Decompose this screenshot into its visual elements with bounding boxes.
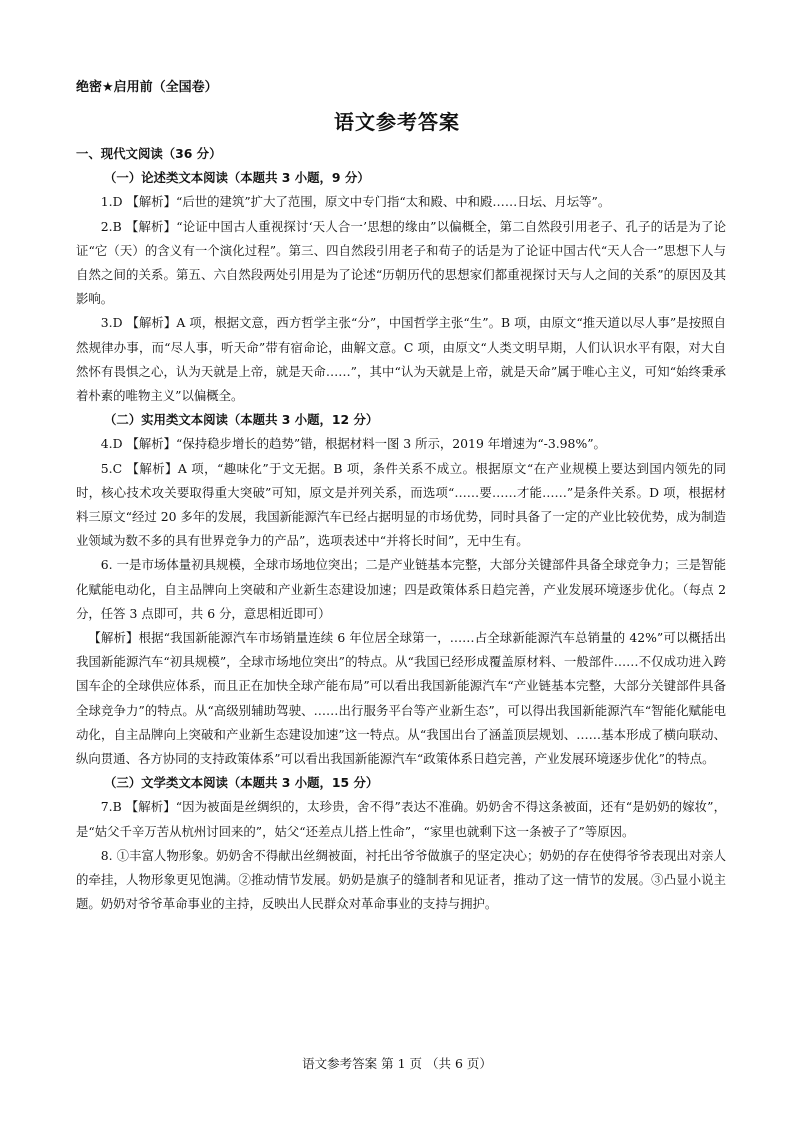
page-title: 语文参考答案 [334, 110, 460, 134]
answer-paragraph: 6. 一是市场体量初具规模，全球市场地位突出；二是产业链基本完整，大部分关键部件具备全球竞争力；三是智能化赋能电动化，自主品牌向上突破和产业新生态建设加速；四是政策体系日趋完善，产业发展环境逐步优化。（每点 2 分，任答 3 点即可，共 6 分，意思相近即可） [76, 557, 726, 621]
answer-paragraph: 7.B 【解析】“因为被面是丝绸织的，太珍贵，舍不得”表达不准确。奶奶舍不得这条被面，还有“是奶奶的嫁妆”，是“姑父千辛万苦从杭州讨回来的”，姑父“还差点儿搭上性命”，“家里也就剩下这一条被子了”等原因。 [76, 799, 727, 839]
answer-paragraph: 1.D 【解析】“后世的建筑”扩大了范围，原文中专门指“太和殿、中和殿……日坛、月坛等”。 [100, 194, 611, 210]
answer-body [76, 142, 726, 917]
answer-paragraph: 2.B 【解析】“论证中国古人重视探讨‘天人合一’思想的缘由”以偏概全，第二自然段引用老子、孔子的话是为了论证“它（天）的含义有一个演化过程”。第三、四自然段引用老子和荀子的话是为了论证中国古代“天人合一”思想下人与自然之间的关系。第五、六自然段两处引用是为了论述“历朝历代的思想家们都重视探讨天与人之间的关系”的原因及其影响。 [76, 218, 726, 307]
answer-paragraph: 3.D 【解析】A 项，根据文意，西方哲学主张“分”，中国哲学主张“生”。B 项，由原文“推天道以尽人事”是按照自然规律办事，而“尽人事，听天命”带有宿命论，曲解文意。C 项，由原文“人类文明早期，人们认识水平有限，对大自然怀有畏惧之心，认为天就是上帝，就是天命……”，其中“认为天就是上帝，就是天命”属于唯心主义，可知“始终秉承着朴素的唯物主义”以偏概全。 [76, 315, 726, 404]
section-heading: （二）实用类文本阅读（本题共 3 小题，12 分） [104, 412, 379, 428]
answer-paragraph: 8. ①丰富人物形象。奶奶舍不得献出丝绸被面，衬托出爷爷做旗子的坚定决心；奶奶的存在使得爷爷表现出对亲人的牵挂，人物形象更见饱满。②推动情节发展。奶奶是旗子的缝制者和见证者，推动了这一情节的发展。③凸显小说主题。奶奶对爷爷革命事业的主持，反映出人民群众对革命事业的支持与拥护。 [76, 847, 726, 912]
answer-paragraph: 【解析】根据“我国新能源汽车市场销量连续 6 年位居全球第一，……占全球新能源汽车总销量的 42%”可以概括出我国新能源汽车“初具规模”，全球市场地位突出”的特点。从“我国已经形成覆盖原材料、一般部件……不仅成功进入跨国车企的全球供应体系，而且正在加快全球产能布局”可以看出我国新能源汽车“产业链基本完整，大部分关键部件具备全球竞争力”的特点。从“高级别辅助驾驶、……出行服务平台等产业新生态”，可以得出我国新能源汽车“智能化赋能电动化，自主品牌向上突破和产业新生态建设加速”这一特点。从“我国出台了涵盖顶层规划、……基本形成了横向联动、纵向贯通、各方协同的支持政策体系”可以看出我国新能源汽车“政策体系日趋完善，产业发展环境逐步优化”的特点。 [76, 630, 726, 767]
section-heading: （三）文学类文本阅读（本题共 3 小题，15 分） [104, 775, 379, 791]
answer-paragraph: 4.D 【解析】“保持稳步增长的趋势”错，根据材料一图 3 所示，2019 年增速为“-3.98%”。 [100, 436, 606, 452]
section-heading: （一）论述类文本阅读（本题共 3 小题，9 分） [104, 170, 370, 186]
page-footer: 语文参考答案 第 1 页 （共 6 页） [302, 1056, 492, 1071]
answer-paragraph: 5.C 【解析】A 项，“趣味化”于文无据。B 项，条件关系不成立。根据原文“在产业规模上要达到国内领先的同时，核心技术攻关要取得重大突破”可知，原文是并列关系，而选项“……要……才能……”是条件关系。D 项，根据材料三原文“经过 20 多年的发展，我国新能源汽车已经占据明显的市场优势，同时具备了一定的产业比较优势，成为制造业领域为数不多的具有世界竞争力的产品”，选项表述中“并将长时间”，无中生有。 [76, 460, 726, 549]
section-heading: 一、现代文阅读（36 分） [76, 146, 222, 161]
confidential-label: 绝密★启用前（全国卷） [76, 80, 218, 95]
